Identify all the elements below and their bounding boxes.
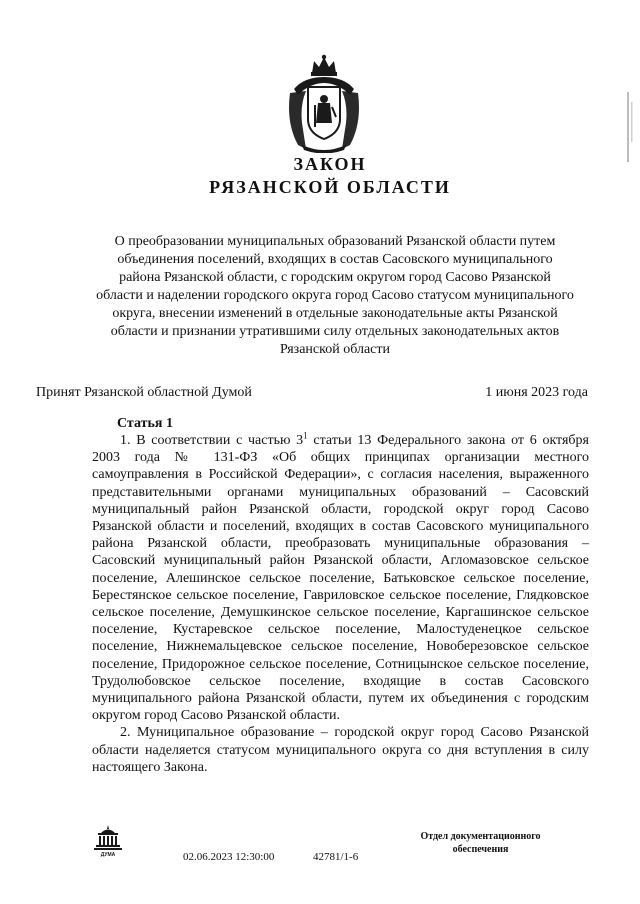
department-stamp (403, 830, 558, 856)
adoption-date: 1 июня 2023 года (485, 385, 588, 400)
article-body (92, 432, 589, 776)
law-subject: О преобразовании муниципальных образований Рязанской области путем объединения поселений, входящих в состав Сасовского муниципального района Рязанской области, с городским округом город Сасово Рязанской области и наделении городского округа город Сасово статусом муниципального округа, внесении изменений в отдельные законодательные акты Рязанской области и признании утратившими силу отдельных законодательных актов Рязанской области (96, 234, 574, 357)
stamp-line-1: Отдел документационного (420, 831, 541, 842)
side-stamp-mark (622, 92, 636, 162)
article-paragraph-2: 2. Муниципальное образование – городской округ город Сасово Рязанской области наделяется статусом муниципального округа со дня вступления в силу настоящего Закона. (92, 725, 589, 775)
coat-of-arms-icon (284, 53, 364, 153)
stamp-line-2: обеспечения (452, 844, 509, 855)
paragraph-1-rest: статьи 13 Федерального закона от 6 октября 2003 года № 131-ФЗ «Об общих принципах организации местного самоуправления в Российской Федерации», с согласия населения, выраженного представительными органами муниципальных образований – Сасовский муниципальный район Рязанской области, городской округ город Сасово Рязанской области и поселений, входящих в состав Сасовского муниципального района Рязанской области, преобразовать муниципальные образования – Сасовский муниципальный район Рязанской области, Агломазовское сельское поселение, Алешинское сельское поселение, Батьковское сельское поселение, Берестянское сельское поселение, Гавриловское сельское поселение, Глядковское сельское поселение, Демушкинское сельское поселение, Каргашинское сельское поселение, Кустаревское сельское поселение, Малостуденецкое сельское поселение, Нижнемальцевское сельское поселение, Новоберезовское сельское поселение, Придорожное сельское поселение, Сотницынское сельское поселение, Трудолюбовское сельское поселение, входящие в состав Сасовского муниципального района Рязанской области, путем их объединения с городским округом город Сасово Рязанской области. (92, 433, 589, 724)
footer-timestamp: 02.06.2023 12:30:00 (183, 851, 275, 863)
adoption-row (36, 385, 588, 401)
footer-reg-number: 42781/1-6 (313, 851, 359, 863)
article-paragraph-1 (92, 432, 589, 724)
part-superscript: 1 (303, 430, 308, 441)
duma-logo-label: ДУМА (100, 852, 116, 857)
law-region: РЯЗАНСКОЙ ОБЛАСТИ (209, 177, 451, 197)
adopted-by: Принят Рязанской областной Думой (36, 385, 252, 400)
duma-logo-icon (92, 823, 124, 857)
article-title: Статья 1 (117, 416, 173, 431)
paragraph-1-start: 1. В соответствии с частью 3 (120, 433, 304, 448)
law-title: ЗАКОН (293, 154, 367, 174)
